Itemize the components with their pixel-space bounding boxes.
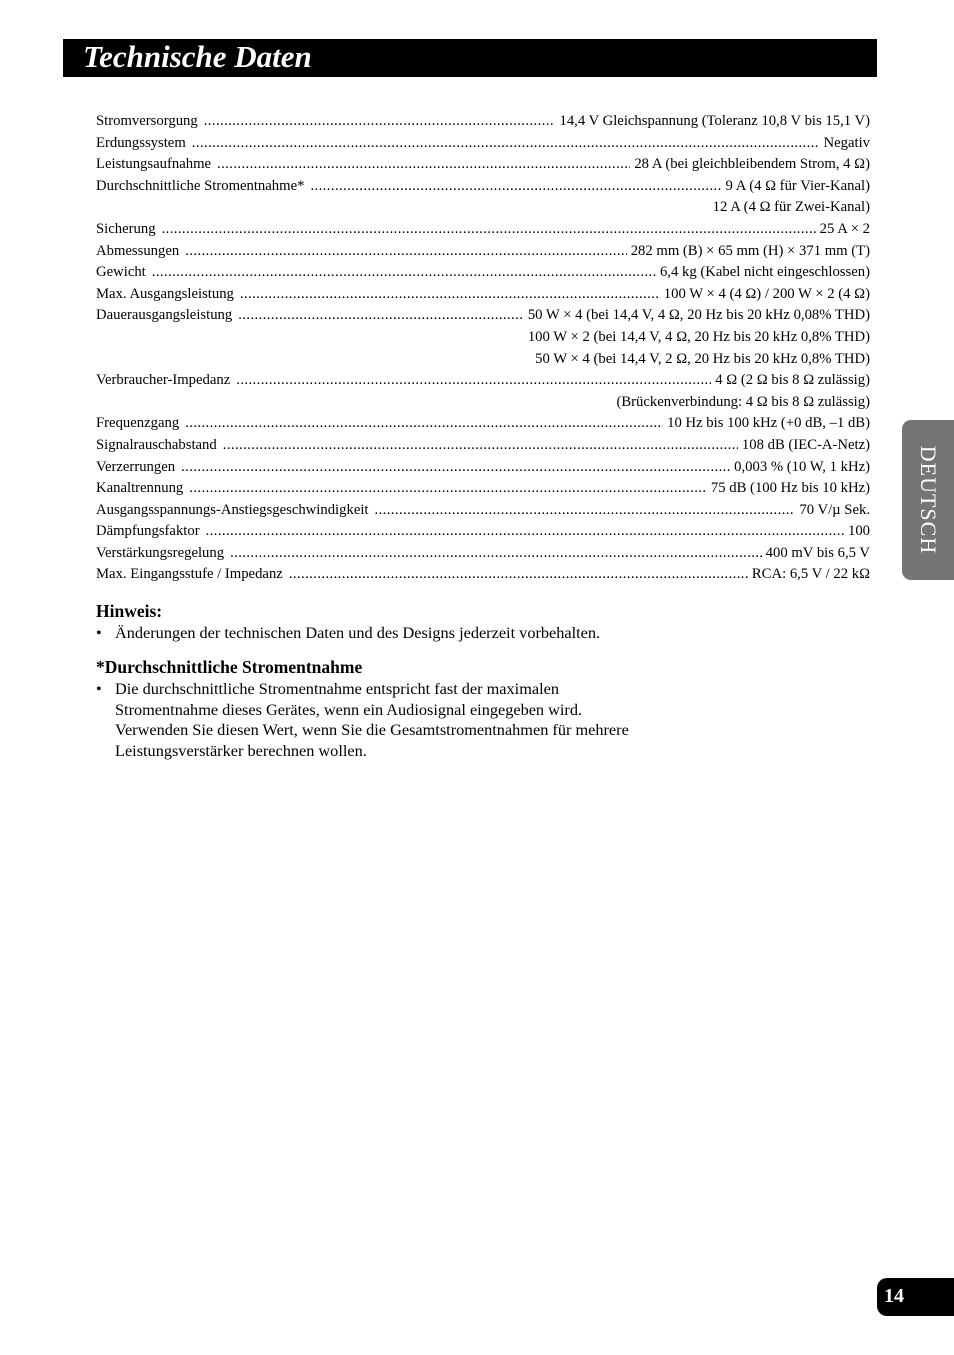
dot-leader (162, 219, 816, 241)
spec-label: Stromversorgung (96, 113, 198, 129)
footnote-line: Die durchschnittliche Stromentnahme entspricht fast der maximalen (115, 679, 559, 698)
note-heading: Hinweis: (96, 601, 163, 621)
spec-value: 25 A × 2 (819, 220, 870, 237)
dot-leader (185, 413, 663, 435)
spec-label: Ausgangsspannungs-Anstiegsgeschwindigkeit (96, 501, 369, 518)
dot-leader (217, 154, 630, 176)
footnote-line: Leistungsverstärker berechnen wollen. (115, 740, 367, 760)
spec-row (96, 521, 870, 543)
dot-leader (230, 543, 762, 565)
spec-row (96, 219, 870, 241)
spec-row (96, 370, 870, 392)
spec-list (96, 111, 870, 586)
spec-row (96, 111, 870, 133)
language-tab-label: DEUTSCH (916, 445, 941, 555)
spec-row (96, 305, 870, 327)
spec-row (96, 500, 870, 522)
spec-value: 100 (847, 523, 870, 540)
spec-value: 108 dB (IEC-A-Netz) (741, 436, 870, 453)
bullet-icon: • (96, 623, 102, 642)
dot-leader (375, 500, 796, 522)
spec-value: 100 W × 2 (bei 14,4 V, 4 Ω, 20 Hz bis 20 kHz 0,8% THD) (527, 328, 870, 345)
spec-value: 100 W × 4 (4 Ω) / 200 W × 2 (4 Ω) (663, 285, 870, 302)
spec-value: RCA: 6,5 V / 22 kΩ (751, 566, 870, 583)
dot-leader (236, 370, 711, 392)
footnote-line: Stromentnahme dieses Gerätes, wenn ein Audiosignal eingegeben wird. (115, 699, 583, 719)
spec-value: 4 Ω (2 Ω bis 8 Ω zulässig) (715, 372, 870, 389)
spec-label: Kanaltrennung (96, 480, 184, 497)
note-line: Änderungen der technischen Daten und des Designs jederzeit vorbehalten. (115, 623, 601, 642)
dot-leader (240, 284, 660, 306)
spec-row (96, 262, 870, 284)
spec-row-continuation (96, 392, 870, 414)
dot-leader (310, 176, 721, 198)
page-number: 14 (884, 1285, 904, 1307)
footnote-line: Verwenden Sie diesen Wert, wenn Sie die Gesamtstromentnahmen für mehrere (115, 720, 629, 739)
spec-value: 400 mV bis 6,5 V (765, 544, 870, 561)
dot-leader (185, 241, 626, 263)
spec-value: 282 mm (B) × 65 mm (H) × 371 mm (T) (630, 242, 870, 259)
title-bar (63, 39, 877, 77)
spec-value: 9 A (4 Ω für Vier-Kanal) (725, 177, 870, 194)
spec-label: Dämpfungsfaktor (96, 523, 200, 540)
dot-leader (289, 564, 748, 586)
spec-value: 50 W × 4 (bei 14,4 V, 4 Ω, 20 Hz bis 20 kHz 0,08% THD) (527, 307, 870, 324)
spec-row (96, 457, 870, 479)
dot-leader (192, 133, 820, 155)
spec-label: Verzerrungen (96, 458, 176, 475)
spec-label: Sicherung (96, 220, 156, 237)
spec-row (96, 435, 870, 457)
spec-label: Durchschnittliche Stromentnahme* (96, 177, 305, 194)
spec-label: Verbraucher-Impedanz (96, 372, 231, 389)
spec-row (96, 176, 870, 198)
spec-label: Frequenzgang (96, 415, 180, 432)
note-item (96, 623, 716, 644)
spec-value: 50 W × 4 (bei 14,4 V, 2 Ω, 20 Hz bis 20 kHz 0,8% THD) (535, 350, 870, 367)
dot-leader (181, 457, 730, 479)
spec-value: 28 A (bei gleichbleibendem Strom, 4 Ω) (634, 156, 870, 173)
dot-leader (152, 262, 656, 284)
spec-row-continuation (96, 327, 870, 349)
footnote-item (96, 679, 716, 761)
spec-value: 14,4 V Gleichspannung (Toleranz 10,8 V bis 15,1 V) (559, 113, 870, 129)
spec-label: Signalrauschabstand (96, 436, 217, 453)
page-title: Technische Daten (83, 39, 312, 74)
spec-row (96, 284, 870, 306)
footnote-text (115, 679, 716, 761)
spec-label: Gewicht (96, 264, 146, 281)
spec-row-continuation (96, 349, 870, 371)
spec-row (96, 478, 870, 500)
note-block (96, 623, 716, 644)
spec-value: Negativ (823, 134, 870, 151)
spec-row (96, 413, 870, 435)
spec-value: 75 dB (100 Hz bis 10 kHz) (710, 480, 870, 497)
spec-label: Verstärkungsregelung (96, 544, 225, 561)
spec-label: Leistungsaufnahme (96, 156, 212, 173)
spec-value: 12 A (4 Ω für Zwei-Kanal) (712, 199, 870, 216)
spec-value: 70 V/µ Sek. (799, 501, 870, 518)
spec-value: 6,4 kg (Kabel nicht eingeschlossen) (659, 264, 870, 281)
spec-label: Erdungssystem (96, 134, 186, 151)
spec-row (96, 133, 870, 155)
bullet-icon: • (96, 679, 102, 698)
dot-leader (189, 478, 707, 500)
spec-row (96, 564, 870, 586)
spec-label: Max. Ausgangsleistung (96, 285, 234, 302)
spec-label: Max. Eingangsstufe / Impedanz (96, 566, 283, 583)
spec-value: (Brückenverbindung: 4 Ω bis 8 Ω zulässig) (616, 393, 870, 410)
spec-value: 10 Hz bis 100 kHz (+0 dB, –1 dB) (667, 415, 870, 432)
spec-row (96, 154, 870, 176)
spec-row (96, 241, 870, 263)
dot-leader (204, 111, 556, 133)
dot-leader (223, 435, 738, 457)
dot-leader (238, 305, 524, 327)
spec-row-continuation (96, 197, 870, 219)
footnote-heading: *Durchschnittliche Stromentnahme (96, 657, 363, 677)
spec-label: Abmessungen (96, 242, 180, 259)
page-number-badge (877, 1278, 954, 1316)
spec-label: Dauerausgangsleistung (96, 307, 233, 324)
note-text (115, 623, 716, 644)
language-tab (902, 420, 954, 580)
dot-leader (206, 521, 844, 543)
spec-value: 0,003 % (10 W, 1 kHz) (734, 458, 870, 475)
spec-row (96, 543, 870, 565)
footnote-block (96, 679, 716, 761)
